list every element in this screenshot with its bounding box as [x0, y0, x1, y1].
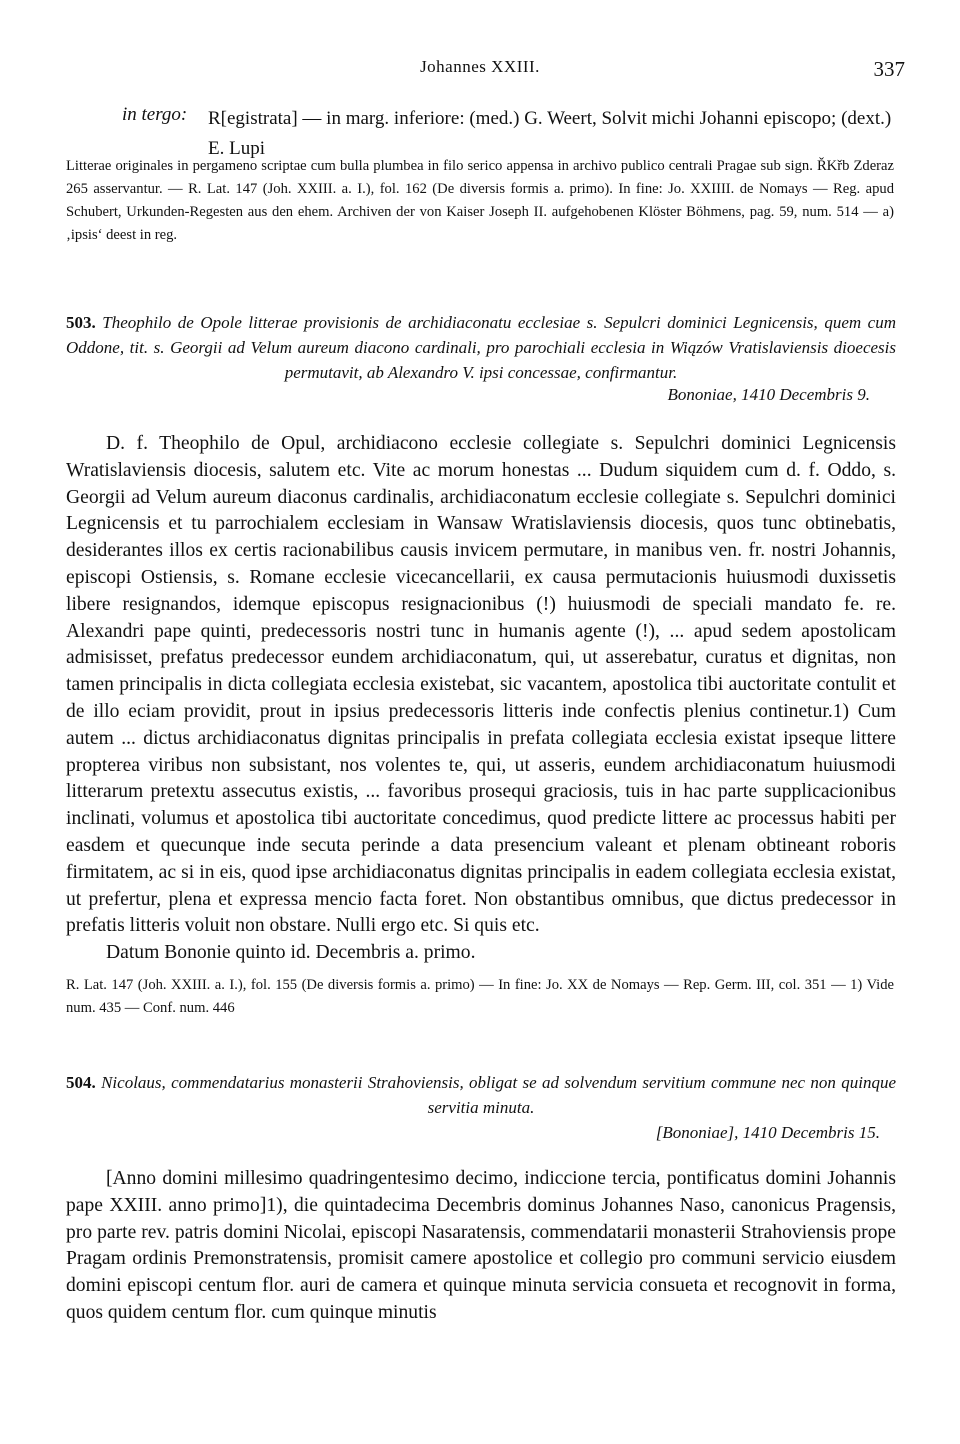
text-503-body: D. f. Theophilo de Opul, archidiacono ecclesie collegiate s. Sepulchri dominici Legnicensis Wratislaviensis diocesis, salutem etc. Vite ac morum honestas ... Dudum siquidem cum d. f. Oddo, s. Georgii ad Velum aureum diaconus cardinalis, archidiaconatum ecclesie collegiate s. Sepulchri dominici Legnicensis et tu parrochialem ecclesiam in Wansaw Wratislaviensis diocesis, quos tunc obtinebatis, desiderantes illos ex certis racionabilibus causis invicem permutare, in manibus ven. fr. nostri Johannis, episcopi Ostiensis, s. Romane ecclesie vicecancellarii, ex causa permutacionis huiusmodi duxissetis libere resignandos, idemque episcopus resignacionibus (!) huiusmodi de speciali mandato fe. re. Alexandri pape quinti, predecessoris nostri tunc in humanis agente (!), ... apud sedem apostolicam admisisset, prefatus predecessor eundem archidiaconatum, qui, ut asserebatur, curatus et dignitas, non tamen principalis in dicta collegiata ecclesia existebat, sic vacantem, apostolica tibi auctoritate contulit et de illo eciam providit, prout in ipsius predecessoris litteris inde confectis plenius continetur.1) Cum autem ... dictus archidiaconatus dignitas principalis in prefata collegiata ecclesia existat ipseque littere propterea viribus non subsistant, nos volentes te, qui, ut asseris, eundem archidiaconatum huiusmodi litterarum pretextu assecutus existis, ... favoribus prosequi graciosis, tuis in hac parte supplicacionibus inclinati, volumus et apostolica tibi auctoritate concedimus, quod predicte littere ac processus habiti per easdem et quecunque inde secuta perinde a data presencium valeant et plenam obtineant roboris firmitatem, ac si in eis, quod ipse archidiaconatus dignitas principalis in eadem collegiata ecclesia existat, ut prefertur, plena et expressa mencio facta foret. Non obstantibus omnibus, que dictus predecessor in prefatis litteris voluit non obstare. Nulli ergo etc. Si quis etc. [66, 433, 896, 937]
regest-503-text: Theophilo de Opole litterae provisionis de archidiaconatu ecclesiae s. Sepulcri dominici Legnicensis, quem cum Oddone, tit. s. Georgii ad Velum aureum diacono cardinali, pro parochiali ecclesia in Wiązów Vratislaviensis dioecesis permutavit, ab Alexandro V. ipsi concessae, confirmantur. [66, 313, 896, 382]
tergo-text: R[egistrata] — in marg. inferiore: (med.) G. Weert, Solvit michi Johanni episcopo; (dext.) E. Lupi [208, 108, 892, 159]
date-504: [Bononiae], 1410 Decembris 15. [655, 1123, 880, 1142]
text-504-body: [Anno domini millesimo quadringentesimo decimo, indiccione tercia, pontificatus domini Johannis pape XXIII. anno primo]1), die quintadecima Decembris dominus Johannes Naso, canonicus Pragensis, pro parte rev. patris domini Nicolai, episcopi Nasaratensis, commendatarii monasterii Strahoviensis prope Pragam ordinis Premonstratensis, promisit camere apostolice et collegio pro communi servicio eiusdem domini episcopi centum flor. auri de camera et quinque minuta servicia consueta et recognovit in forma, quos quidem centum flor. cum quinque minutis [66, 1168, 896, 1323]
archival-note-502: Litterae originales in pergameno scriptae cum bulla plumbea in filo serico appensa in archivo publico centrali Pragae sub sign. ŘKřb Zderaz 265 asservantur. — R. Lat. 147 (Joh. XXIII. a. I.), fol. 162 (De diversis formis a. primo). In fine: Jo. XXIIII. de Nomays — Reg. apud Schubert, Urkunden-Regesten aus den ehem. Archiven der von Kaiser Joseph II. aufgehobenen Klöster Böhmens, pag. 59, num. 514 — a) ‚ipsis‘ deest in reg. [66, 158, 894, 243]
text-503 [66, 431, 896, 967]
running-header: Johannes XXIII. [420, 57, 540, 76]
page-number: 337 [873, 57, 905, 81]
regest-503 [66, 310, 896, 385]
date-503: Bononiae, 1410 Decembris 9. [667, 385, 870, 404]
tergo-label: in tergo: [122, 104, 188, 125]
regest-504-text: Nicolaus, commendatarius monasterii Strahoviensis, obligat se ad solvendum servitium commune nec non quinque servitia minuta. [101, 1073, 896, 1117]
datum-503: Datum Bononie quinto id. Decembris a. primo. [106, 942, 476, 964]
entry-number-504: 504. [66, 1073, 96, 1092]
text-504 [66, 1166, 896, 1327]
entry-number-503: 503. [66, 313, 96, 332]
regest-504 [66, 1070, 896, 1120]
archival-note-503: R. Lat. 147 (Joh. XXIII. a. I.), fol. 155 (De diversis formis a. primo) — In fine: Jo. XX de Nomays — Rep. Germ. III, col. 351 — 1) Vide num. 435 — Conf. num. 446 [66, 977, 894, 1016]
